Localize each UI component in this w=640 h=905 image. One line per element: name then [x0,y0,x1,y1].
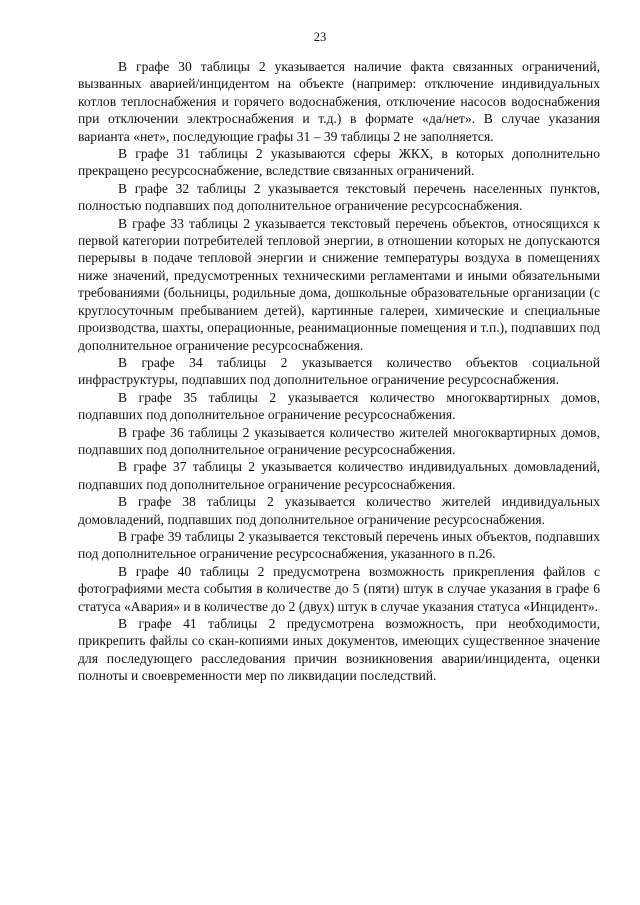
paragraph-graph-30: В графе 30 таблицы 2 указывается наличие факта связанных ограничений, вызванных аварией/инцидентом на объекте (например: отключение индивидуальных котлов теплоснабжения и горячего водоснабжения, отключение насосов водоснабжения при отключении электроснабжения и т.д.) в формате «да/нет». В случае указания варианта «нет», последующие графы 31 – 39 таблицы 2 не заполняется. [78,59,600,144]
paragraph-graph-35: В графе 35 таблицы 2 указывается количество многоквартирных домов, подпавших под дополнительное ограничение ресурсоснабжения. [78,389,600,423]
paragraph-graph-40: В графе 40 таблицы 2 предусмотрена возможность прикрепления файлов с фотографиями места события в количестве до 5 (пяти) штук в случае указания в графе 6 статуса «Авария» и в количестве до 2 (двух) штук в случае указания статуса «Инцидент». [78,563,600,614]
paragraph-graph-33: В графе 33 таблицы 2 указывается текстовый перечень объектов, относящихся к первой категории потребителей тепловой энергии, в отношении которых не допускаются перерывы в подаче тепловой энергии и снижение температуры воздуха в помещениях ниже значений, предусмотренных техническими регламентами и иными обязательными требованиями (больницы, родильные дома, дошкольные образовательные организации (с круглосуточным пребыванием детей), картинные галереи, химические и специальные производства, шахты, операционные, реанимационные помещения и т.п.), подпавших под дополнительное ограничение ресурсоснабжения. [78,215,600,353]
paragraph-graph-41: В графе 41 таблицы 2 предусмотрена возможность, при необходимости, прикрепить файлы со скан-копиями иных документов, имеющих существенное значение для последующего расследования причин возникновения аварии/инцидента, оценки полноты и своевременности мер по ликвидации последствий. [78,616,600,684]
paragraph-graph-39: В графе 39 таблицы 2 указывается текстовый перечень иных объектов, подпавших под дополнительное ограничение ресурсоснабжения, указанного в п.26. [78,528,600,562]
paragraph-graph-32: В графе 32 таблицы 2 указывается текстовый перечень населенных пунктов, полностью подпавших под дополнительное ограничение ресурсоснабжения. [78,180,600,214]
paragraph-graph-37: В графе 37 таблицы 2 указывается количество индивидуальных домовладений, подпавших под дополнительное ограничение ресурсоснабжения. [78,459,600,492]
paragraph-graph-31: В графе 31 таблицы 2 указываются сферы ЖКХ, в которых дополнительно прекращено ресурсоснабжение, вследствие связанных ограничений. [78,146,600,179]
paragraph-graph-36: В графе 36 таблицы 2 указывается количество жителей многоквартирных домов, подпавших под дополнительное ограничение ресурсоснабжения. [78,424,600,457]
page-number: 23 [313,30,327,44]
paragraph-graph-34: В графе 34 таблицы 2 указывается количество объектов социальной инфраструктуры, подпавших под дополнительное ограничение ресурсоснабжения. [78,354,600,388]
paragraph-graph-38: В графе 38 таблицы 2 указывается количество жителей индивидуальных домовладений, подпавших под дополнительное ограничение ресурсоснабжения. [78,494,600,527]
document-body [78,58,600,685]
